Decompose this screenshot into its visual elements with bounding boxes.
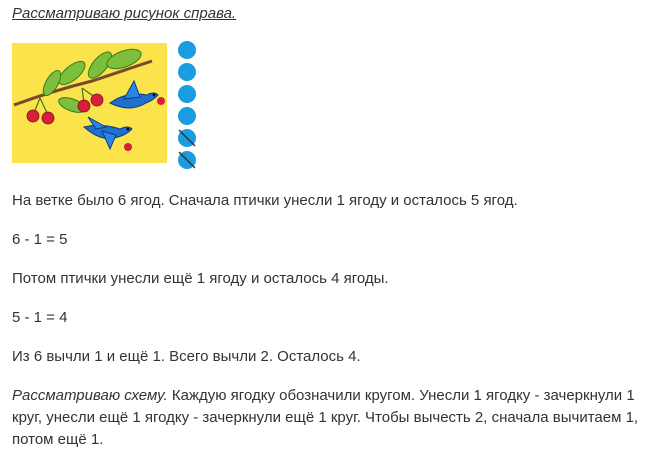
circle-scheme-drawing	[176, 40, 198, 174]
berry	[78, 100, 90, 112]
paragraph-second-removal: Потом птички унесли ещё 1 ягоду и осталось 4 ягоды.	[12, 270, 389, 287]
equation-second: 5 - 1 = 4	[12, 309, 68, 326]
scheme-circle	[178, 63, 196, 81]
leaf	[104, 45, 143, 72]
paragraph-scheme-explanation	[12, 385, 667, 451]
scheme-circle	[178, 107, 196, 125]
section-heading: Рассматриваю рисунок справа.	[12, 5, 237, 22]
bird-right	[110, 81, 165, 108]
circle-scheme	[176, 40, 198, 174]
berries-birds-illustration	[12, 43, 167, 163]
paragraph-initial-berries: На ветке было 6 ягод. Сначала птички унесли 1 ягоду и осталось 5 ягод.	[12, 192, 518, 209]
branch-birds-drawing	[12, 43, 167, 163]
equation-first: 6 - 1 = 5	[12, 231, 68, 248]
scheme-intro-italic: Рассматриваю схему.	[12, 387, 168, 404]
scheme-explanation-text: Каждую ягодку обозначили кругом. Унесли 1 ягодку - зачеркнули 1 круг, унесли ещё 1 ягодку - зачеркнули ещё 1 круг. Чтобы вычесть 2, сначала вычитаем 1, потом ещё 1.	[12, 387, 639, 448]
bird-left	[84, 117, 132, 151]
berry	[42, 112, 54, 124]
scheme-circle	[178, 41, 196, 59]
paragraph-summary: Из 6 вычли 1 и ещё 1. Всего вычли 2. Осталось 4.	[12, 348, 361, 365]
berry	[27, 110, 39, 122]
berry	[91, 94, 103, 106]
scheme-circle	[178, 85, 196, 103]
